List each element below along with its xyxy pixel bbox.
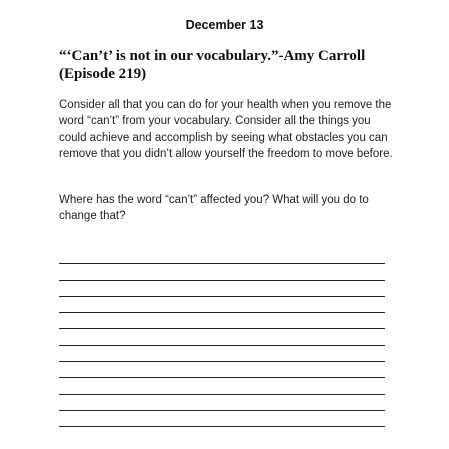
answer-line[interactable] <box>59 313 385 329</box>
answer-line[interactable] <box>59 346 385 362</box>
answer-line[interactable] <box>59 264 385 280</box>
quote-text: “‘Can’t’ is not in our vocabulary.”-Amy Carroll <box>59 48 366 64</box>
page-date: December 13 <box>185 18 264 32</box>
answer-line[interactable] <box>59 329 385 345</box>
answer-line[interactable] <box>59 362 385 378</box>
answer-line[interactable] <box>59 248 385 264</box>
answer-line[interactable] <box>59 297 385 313</box>
answer-line[interactable] <box>59 395 385 411</box>
answer-line[interactable] <box>59 411 385 427</box>
episode-reference: (Episode 219) <box>59 66 147 82</box>
quote-title <box>59 47 419 83</box>
journal-prompt: Where has the word “can’t” affected you? What will you do to change that? <box>59 194 369 223</box>
reflection-paragraph: Consider all that you can do for your health when you remove the word “can’t” from your vocabulary. Consider all the things you could achieve and accomplish by seeing what obstacles you can remove that you didn’t allow yourself the freedom to move before. <box>59 99 393 160</box>
answer-line[interactable] <box>59 281 385 297</box>
answer-lines <box>59 248 385 427</box>
answer-line[interactable] <box>59 378 385 394</box>
